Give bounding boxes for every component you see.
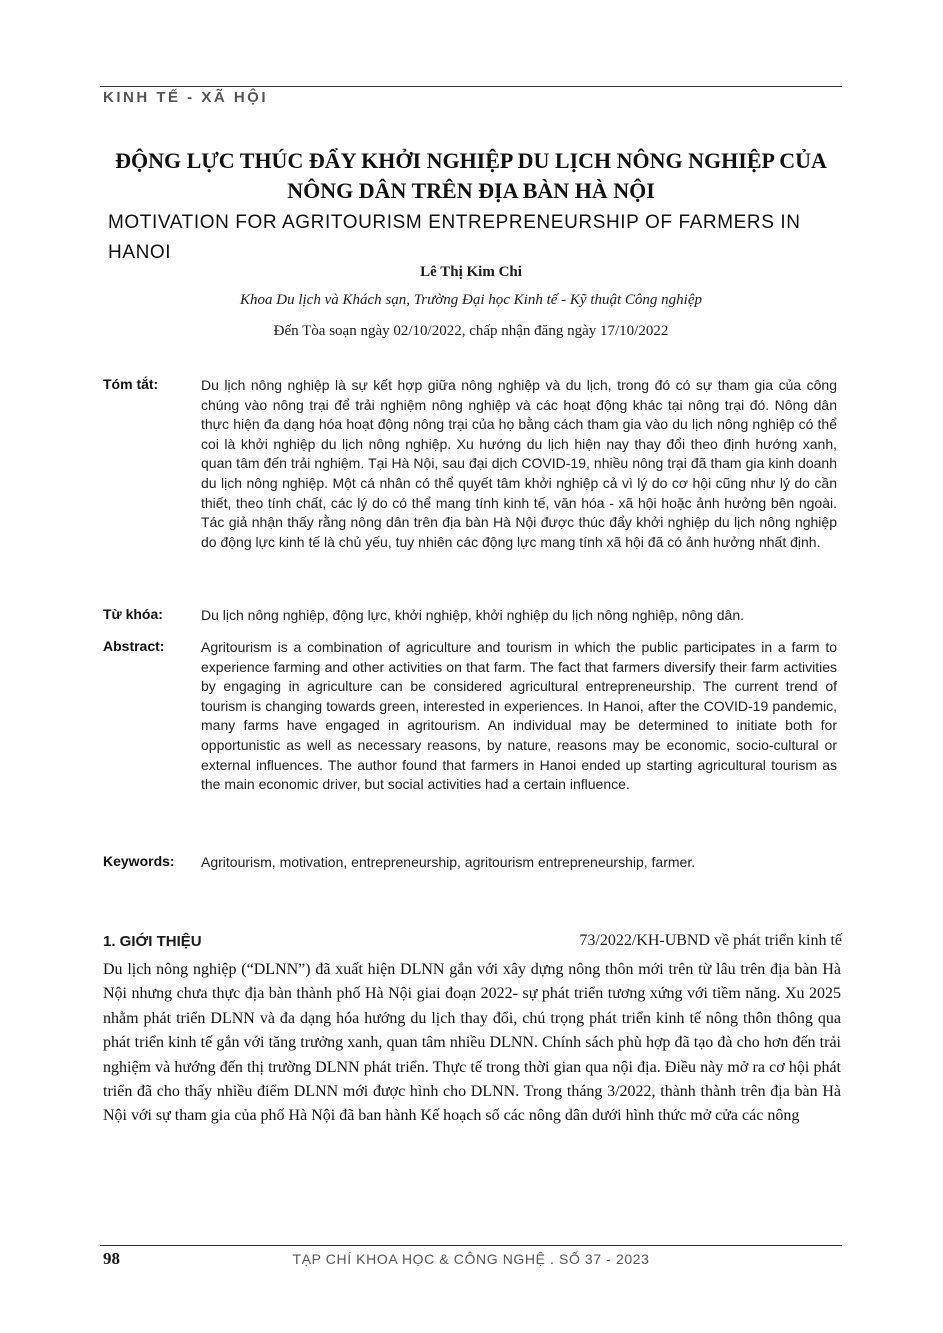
vi-keywords-text: Du lịch nông nghiệp, động lực, khởi nghiệp, khởi nghiệp du lịch nông nghiệp, nông dân. xyxy=(201,607,745,623)
en-keywords-text: Agritourism, motivation, entrepreneurship, agritourism entrepreneurship, farmer. xyxy=(201,854,696,870)
page-number: 98 xyxy=(103,1249,120,1268)
en-keywords-label: Keywords: xyxy=(103,853,175,869)
vi-keywords-label: Từ khóa: xyxy=(103,606,163,622)
right-column-fragment: 73/2022/KH-UBND về phát triển kinh tế xyxy=(579,932,842,949)
section-heading-introduction: 1. GIỚI THIỆU xyxy=(103,933,202,950)
author-affiliation: Khoa Du lịch và Khách sạn, Trường Đại học Kinh tế - Kỹ thuật Công nghiệp xyxy=(239,292,702,308)
received-date: Đến Tòa soạn ngày 02/10/2022, chấp nhận đăng ngày 17/10/2022 xyxy=(273,323,669,339)
header-rule xyxy=(100,86,842,87)
footer-rule xyxy=(100,1245,842,1246)
abstract-label: Abstract: xyxy=(103,638,165,654)
introduction-body: Du lịch nông nghiệp (“DLNN”) đã xuất hiện DLNN gắn với xây dựng nông thôn mới trên từ lâu trên địa bàn Hà Nội nhưng chưa thực địa bàn thành phố Hà Nội giai đoạn 2022- sự phát triển tương xứng với tiềm năng. Xu 2025 nhằm phát triển DLNN và đa dạng hóa hướng du lịch thay đổi, chú trọng phát triển kinh tế nông thôn thông qua phát triển kinh tế gắn với tăng trưởng xanh, quan tâm nhiều DLNN. Chính sách phù hợp đã tạo đà cho hơn đến trải nghiệm và hướng đến thị trường DLNN phát triển. Thực tế trong thời gian qua nội địa. Điều này mở ra cơ hội phát triển đã cho thấy nhiều điểm DLNN mới được hình cho DLNN. Trong tháng 3/2022, thành thành trên địa bàn Hà Nội với sự tham gia của phố Hà Nội đã ban hành Kế hoạch số các nông dân dưới hình thức mở cửa các nông xyxy=(103,961,841,1125)
summary-text: Du lịch nông nghiệp là sự kết hợp giữa nông nghiệp và du lịch, trong đó có sự tham gia của công chúng vào nông trại để trải nghiệm nông nghiệp và các hoạt động khác tại nông trại đó. Nông dân thực hiện đa dạng hóa hoạt động nông trại của họ bằng cách tham gia vào du lịch nông nghiệp có thể coi là khởi nghiệp du lịch nông nghiệp. Xu hướng du lịch hiện nay thay đổi theo định hướng xanh, quan tâm đến trải nghiệm. Tại Hà Nội, sau đại dịch COVID-19, nhiều nông trại đã tham gia kinh doanh du lịch nông nghiệp. Một cá nhân có thể quyết tâm khởi nghiệp cả vì lý do cơ hội cũng như lý do cần thiết, theo tính chất, các lý do có thể mang tính kinh tế, văn hóa - xã hội hoặc ảnh hưởng bên ngoài. Tác giả nhận thấy rằng nông dân trên địa bàn Hà Nội được thúc đẩy khởi nghiệp du lịch nông nghiệp do động lực kinh tế là chủ yếu, tuy nhiên các động lực mang tính xã hội đã có ảnh hưởng nhất định. xyxy=(201,377,837,550)
author-name: Lê Thị Kim Chi xyxy=(420,264,522,280)
abstract-text: Agritourism is a combination of agriculture and tourism in which the public participates in a farm to experience farming and other activities on that farm. The fact that farmers diversify their farm activities by engaging in agriculture can be considered agricultural entrepreneurship. The current trend of tourism is changing towards green, interested in experiences. In Hanoi, after the COVID-19 pandemic, many farms have engaged in agritourism. An individual may be determined to initiate both for opportunistic as well as necessary reasons, by nature, reasons may be economic, socio-cultural or external influences. The author found that farmers in Hanoi ended up starting agricultural tourism as the main economic driver, but social activities had a certain influence. xyxy=(201,639,837,793)
section-label: KINH TẾ - XÃ HỘI xyxy=(103,89,269,106)
summary-label: Tóm tắt: xyxy=(103,376,159,392)
article-title-english: MOTIVATION FOR AGRITOURISM ENTREPRENEURSHIP OF FARMERS IN HANOI xyxy=(108,212,801,263)
journal-name: TẠP CHÍ KHOA HỌC & CÔNG NGHỆ . SỐ 37 - 2023 xyxy=(292,1251,650,1267)
article-title-vietnamese: ĐỘNG LỰC THÚC ĐẨY KHỞI NGHIỆP DU LỊCH NÔNG NGHIỆP CỦA NÔNG DÂN TRÊN ĐỊA BÀN HÀ NỘI xyxy=(115,148,827,203)
